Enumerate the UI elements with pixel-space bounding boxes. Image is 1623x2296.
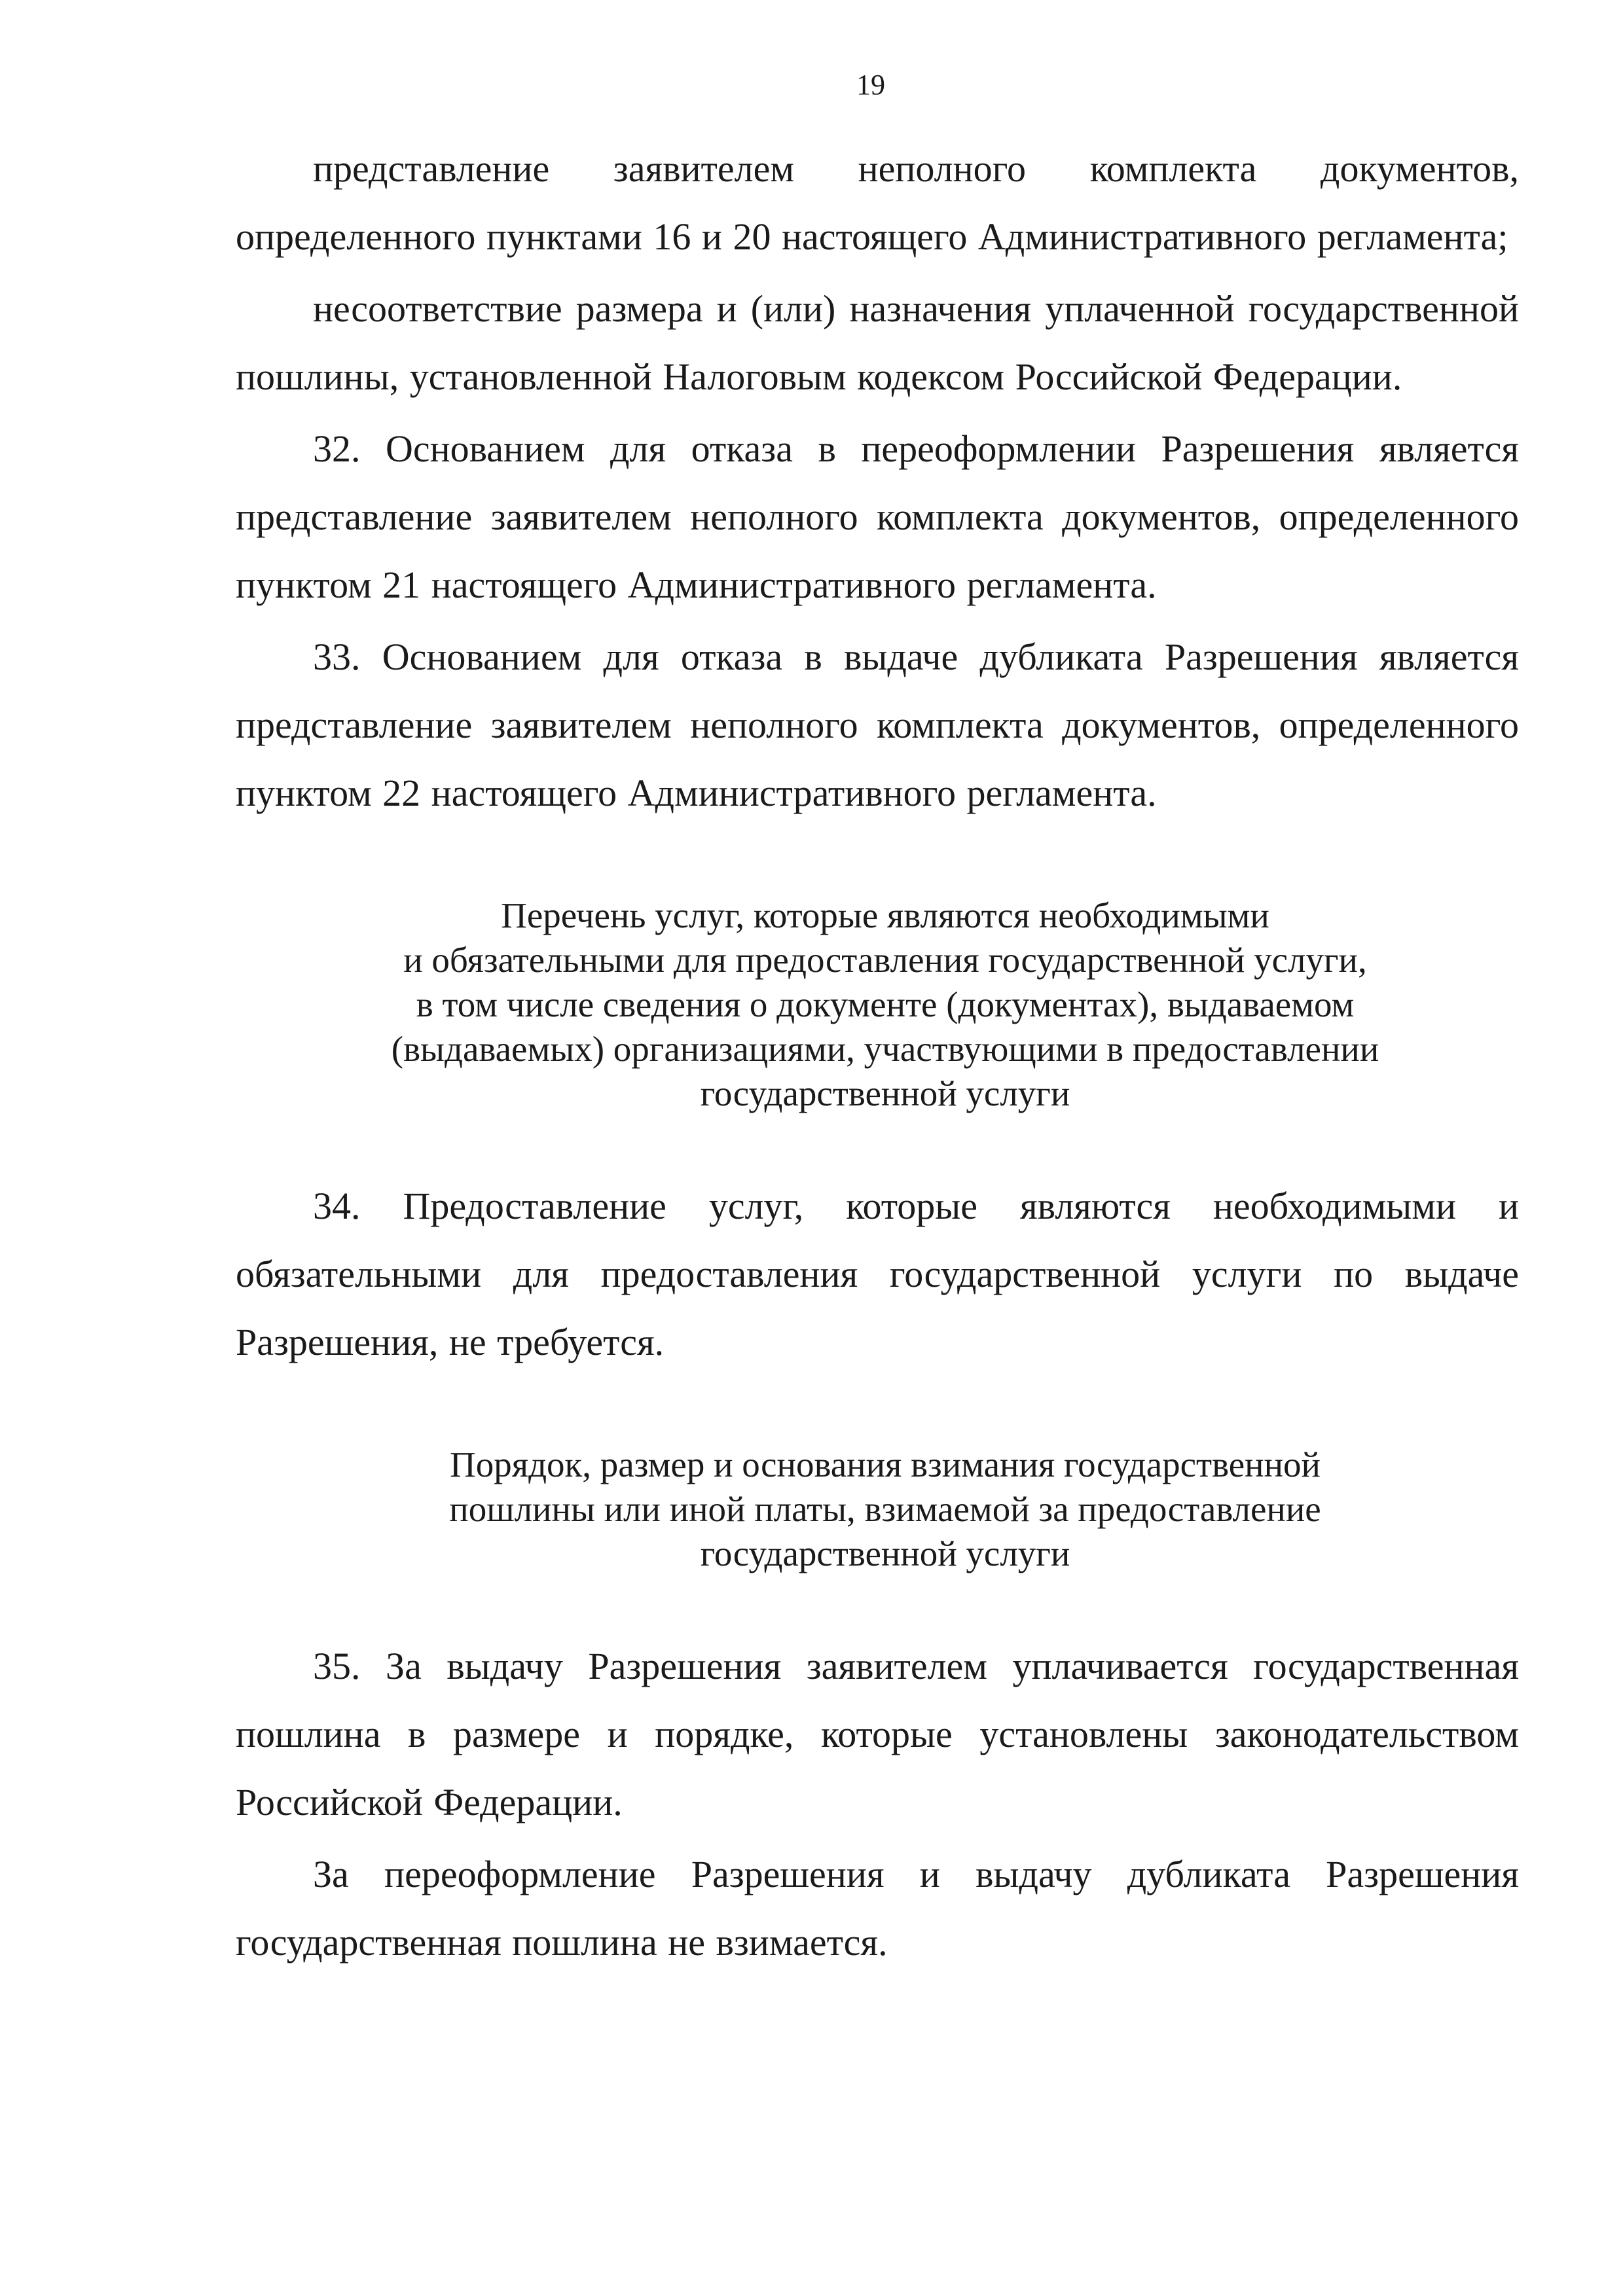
heading-line: (выдаваемых) организациями, участвующими в предоставлении bbox=[391, 1029, 1379, 1069]
paragraph-34: 34. Предоставление услуг, которые являются необходимыми и обязательными для предоставления государственной услуги по выдаче Разрешения, не требуется. bbox=[236, 1185, 1519, 1363]
paragraph-incomplete-documents: представление заявителем неполного комплекта документов, определенного пунктами 16 и 20 настоящего Административного регламента; bbox=[236, 147, 1519, 258]
section-heading-state-fee bbox=[236, 1443, 1519, 1576]
document-body bbox=[236, 135, 1519, 1981]
page-number: 19 bbox=[856, 69, 885, 101]
heading-line: государственной услуги bbox=[700, 1534, 1070, 1573]
heading-line: в том числе сведения о документе (документах), выдаваемом bbox=[416, 984, 1355, 1024]
paragraph-32: 32. Основанием для отказа в переоформлении Разрешения является представление заявителем неполного комплекта документов, определенного пунктом 21 настоящего Административного регламента. bbox=[236, 427, 1519, 606]
paragraph-33: 33. Основанием для отказа в выдаче дубликата Разрешения является представление заявителем неполного комплекта документов, определенного пунктом 22 настоящего Административного регламента. bbox=[236, 636, 1519, 814]
paragraph-35: 35. За выдачу Разрешения заявителем уплачивается государственная пошлина в размере и порядке, которые установлены законодательством Российской Федерации. bbox=[236, 1645, 1519, 1823]
paragraph-no-fee: За переоформление Разрешения и выдачу дубликата Разрешения государственная пошлина не взимается. bbox=[236, 1853, 1519, 1964]
paragraph-fee-mismatch: несоответствие размера и (или) назначения уплаченной государственной пошлины, установленной Налоговым кодексом Российской Федерации. bbox=[236, 287, 1519, 398]
heading-line: и обязательными для предоставления государственной услуги, bbox=[403, 940, 1367, 980]
section-heading-required-services bbox=[236, 893, 1519, 1116]
heading-line: государственной услуги bbox=[700, 1073, 1070, 1113]
heading-line: пошлины или иной платы, взимаемой за предоставление bbox=[449, 1489, 1321, 1529]
heading-line: Перечень услуг, которые являются необходимыми bbox=[501, 895, 1269, 935]
heading-line: Порядок, размер и основания взимания государственной bbox=[450, 1444, 1321, 1484]
